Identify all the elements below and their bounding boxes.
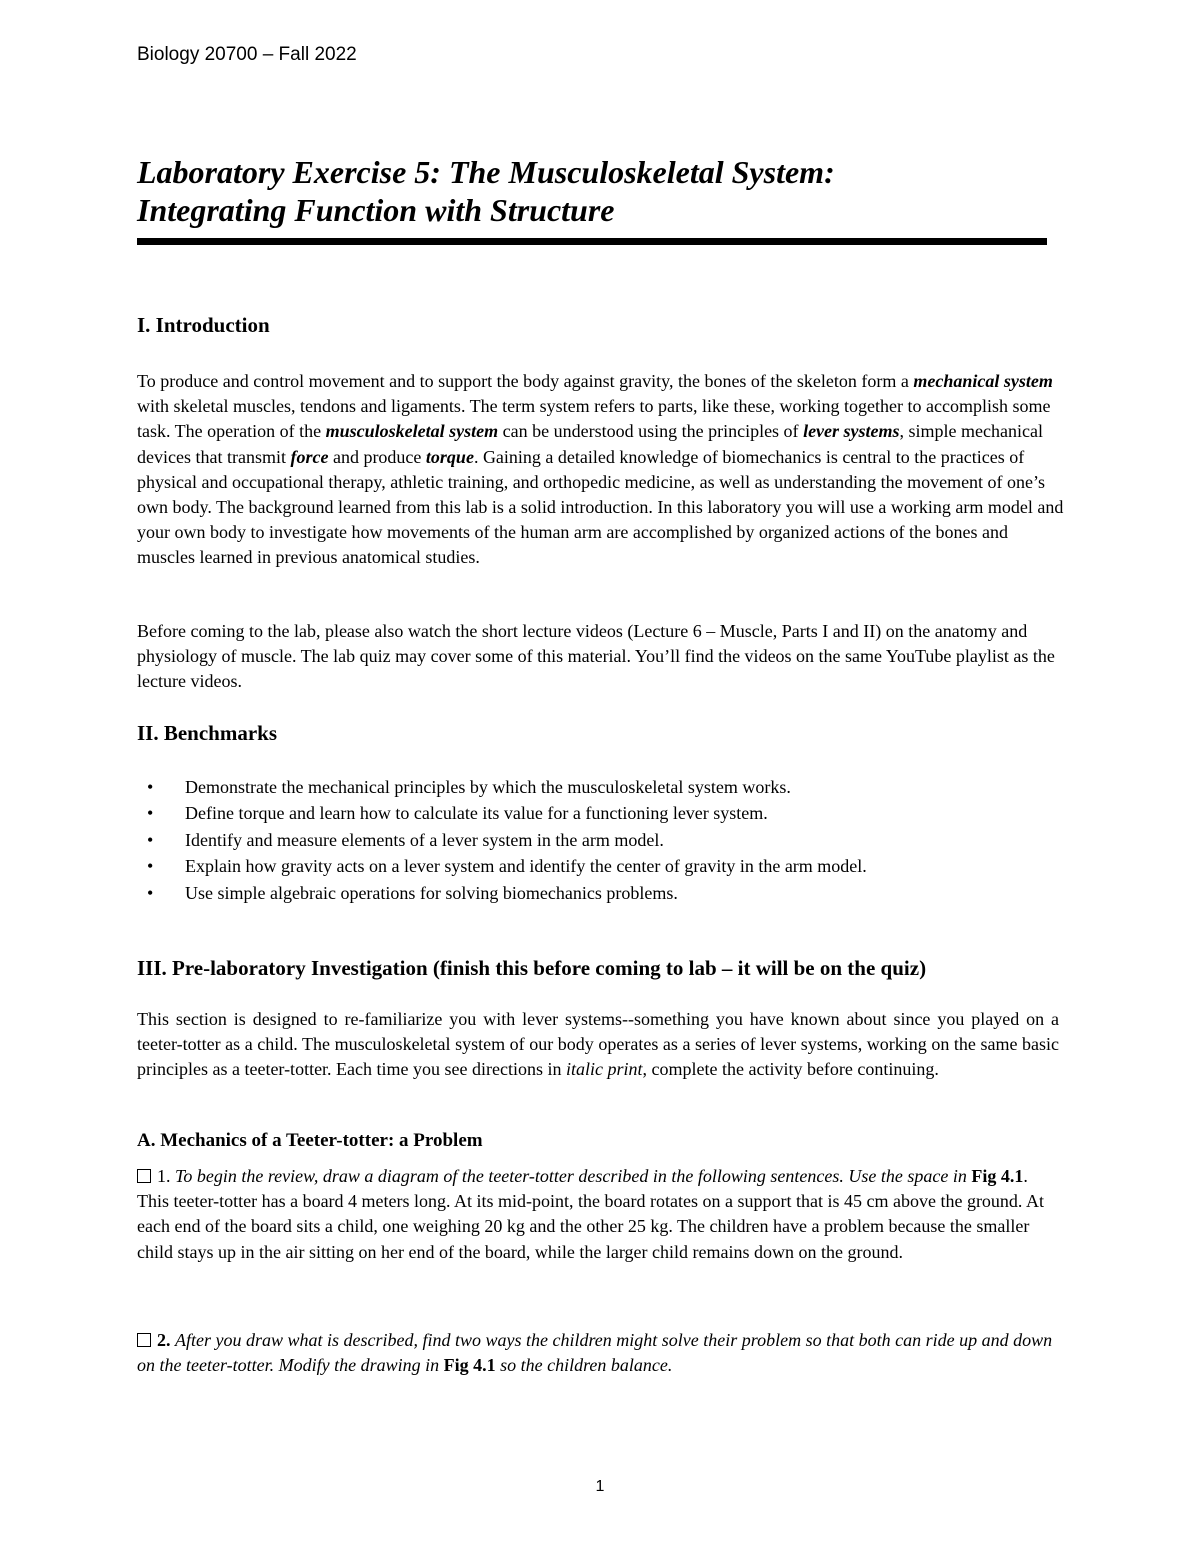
intro-text-5: and produce: [328, 446, 426, 467]
question-number: 2.: [157, 1330, 171, 1350]
question-2-instruction: After you draw what is described, find two ways the children might solve their problem so that both can ride up and down on the teeter-totter. Modify the drawing in: [137, 1330, 1053, 1376]
intro-paragraph-2: Before coming to the lab, please also watch the short lecture videos (Lecture 6 – Muscle, Parts I and II) on the anatomy and physiology of muscle. The lab quiz may cover some of this material. You’ll find the videos on the same YouTube playlist as the lecture videos.: [137, 621, 1055, 692]
checkbox-icon[interactable]: [137, 1169, 151, 1183]
list-item: • Use simple algebraic operations for solving biomechanics problems.: [137, 880, 867, 906]
question-number: 1.: [157, 1166, 171, 1186]
question-2: [137, 1328, 1059, 1378]
intro-paragraph-1: [137, 369, 1067, 571]
intro-text-2: with skeletal muscles, tendons and ligaments. The term system refers to parts, like these, working together to accomplish some task. The operation of the: [137, 396, 1051, 442]
intro-text-1: To produce and control movement and to support the body against gravity, the bones of the skeleton form a: [137, 371, 914, 391]
title-line-2: Integrating Function with Structure: [137, 192, 615, 228]
page-title: [137, 153, 1077, 229]
list-item: • Define torque and learn how to calculate its value for a functioning lever system.: [137, 800, 867, 826]
prelab-text-2: , complete the activity before continuing.: [642, 1059, 939, 1080]
prelab-heading: III. Pre-laboratory Investigation (finish this before coming to lab – it will be on the quiz): [137, 956, 927, 980]
question-1: [137, 1164, 1059, 1265]
title-line-1: Laboratory Exercise 5: The Musculoskeletal System:: [137, 154, 835, 190]
intro-text-4: , simple mechanical devices that transmit: [137, 421, 1043, 467]
intro-text-3: can be understood using the principles of: [498, 421, 804, 442]
prelab-paragraph: [137, 1007, 1059, 1083]
page-number: 1: [595, 1478, 605, 1495]
figure-reference: Fig 4.1: [971, 1166, 1024, 1186]
list-item: • Explain how gravity acts on a lever system and identify the center of gravity in the arm model.: [137, 853, 867, 879]
intro-heading: I. Introduction: [137, 313, 270, 337]
term-italic-print: italic print: [566, 1059, 643, 1080]
list-item: • Demonstrate the mechanical principles by which the musculoskeletal system works.: [137, 774, 867, 800]
course-header: Biology 20700 – Fall 2022: [137, 44, 357, 65]
term-torque: torque: [425, 446, 474, 467]
title-rule: [137, 238, 1047, 245]
question-2-instruction-end: so the children balance.: [500, 1355, 673, 1376]
term-force: force: [290, 446, 329, 467]
intro-text-6: . Gaining a detailed knowledge of biomechanics is central to the practices of physical and occupational therapy, athletic training, and orthopedic medicine, as well as understanding the movement of one’s own body. The background learned from this lab is a solid introduction. In this laboratory you will use a working arm model and your own body to investigate how movements of the human arm are accomplished by organized actions of the bones and muscles learned in previous anatomical studies.: [137, 446, 1064, 568]
figure-reference: Fig 4.1: [443, 1355, 496, 1376]
term-mechanical-system: mechanical system: [913, 371, 1053, 391]
prelab-text-1: This section is designed to re-familiarize you with lever systems--something you have known about since you played on a teeter-totter as a child. The musculoskeletal system of our body operates as a series of lever systems, working on the same basic principles as a teeter-totter. Each time you see directions in: [137, 1009, 1059, 1080]
question-1-text: . This teeter-totter has a board 4 meters long. At its mid-point, the board rotates on a support that is 45 cm above the ground. At each end of the board sits a child, one weighing 20 kg and the other 25 kg. The children have a problem because the smaller child stays up in the air sitting on her end of the board, while the larger child remains down on the ground.: [137, 1166, 1044, 1262]
list-item: • Identify and measure elements of a lever system in the arm model.: [137, 827, 867, 853]
term-musculoskeletal-system: musculoskeletal system: [325, 421, 499, 442]
benchmarks-list: [137, 774, 867, 906]
teeter-totter-subheading: A. Mechanics of a Teeter-totter: a Problem: [137, 1130, 483, 1151]
question-1-instruction: To begin the review, draw a diagram of the teeter-totter described in the following sentences. Use the space in: [175, 1166, 967, 1186]
checkbox-icon[interactable]: [137, 1333, 151, 1347]
term-lever-systems: lever systems: [803, 421, 900, 442]
benchmarks-heading: II. Benchmarks: [137, 721, 278, 745]
